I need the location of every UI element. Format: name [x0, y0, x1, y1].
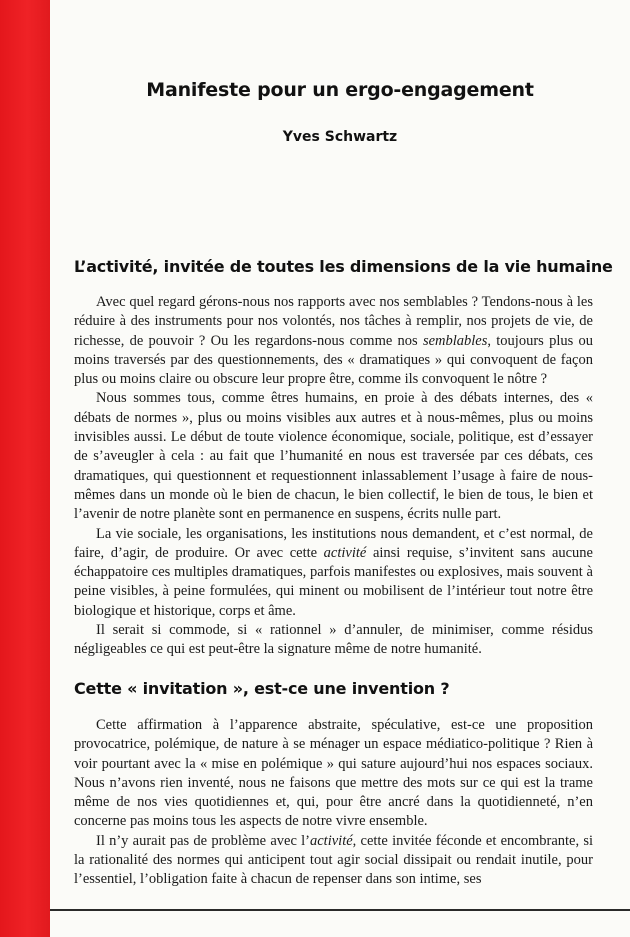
emphasized-text: semblables	[422, 332, 488, 349]
emphasized-text: activité	[323, 544, 367, 561]
text-run: ainsi requise, s’invitent sans aucune échappatoire ces multiples dramatiques, parfois manifestes ou explosives, mais souvent à peine visibles, à peine formulées, qui minent ou mobilisent de l’intérieur tout notre être biologique et historique, corps et âme.	[74, 544, 593, 619]
paragraph	[74, 621, 593, 660]
paragraph	[74, 716, 593, 832]
text-run: Il serait si commode, si « rationnel » d’annuler, de minimiser, comme résidus négligeables ce qui est peut-être la signature même de notre humanité.	[74, 622, 593, 658]
document-author: Yves Schwartz	[282, 129, 398, 145]
document-title: Manifeste pour un ergo-engagement	[146, 79, 534, 101]
text-run: , toujours plus ou moins traversés par des questionnements, des « dramatiques » qui convoquent de façon plus ou moins claire ou obscure leur propre être, comme ils convoquent le nôtre ?	[74, 332, 593, 388]
section-heading-1: L’activité, invitée de toutes les dimensions de la vie humaine	[74, 257, 613, 276]
emphasized-text: activité	[309, 832, 353, 849]
section-heading-2: Cette « invitation », est-ce une invention ?	[74, 679, 450, 698]
text-run: La vie sociale, les organisations, les institutions nous demandent, et c’est normal, de faire, d’agir, de produire. Or avec cette	[74, 525, 593, 561]
paragraph	[74, 525, 593, 621]
text-run: Cette affirmation à l’apparence abstraite, spéculative, est-ce une proposition provocatrice, polémique, de nature à se ménager un espace médiatico-politique ? Rien à voir pourtant avec la « mise en polémique » qui sature aujourd’hui nos espaces sociaux. Nous n’avons rien inventé, nous ne faisons que mettre des mots sur ce qui est la trame même de nos vies quotidiennes et, qui, pour être ancré dans la quotidienneté, n’en concerne pas moins tous les aspects de notre vivre ensemble.	[74, 717, 593, 830]
paragraph	[74, 293, 593, 389]
red-book-spine	[0, 0, 50, 937]
paragraph	[74, 389, 593, 524]
bottom-rule-divider	[50, 909, 630, 911]
text-run: Il n’y aurait pas de problème avec l’	[96, 832, 310, 849]
text-run: , cette invitée féconde et encombrante, si la rationalité des normes qui anticipent tout agir social dissipait ou rendait inutile, pour l’essentiel, l’obligation faite à chacun de repenser dans son intime, ses	[74, 832, 593, 888]
text-run: Nous sommes tous, comme êtres humains, en proie à des débats internes, des « débats de normes », plus ou moins visibles aux autres et à nous-mêmes, plus ou moins invisibles aussi. Le début de toute violence économique, sociale, politique, est d’essayer de s’aveugler à cela : au fait que l’humanité en nous est traversée par ces débats, ces dramatiques, qui questionnent et requestionnent inlassablement l’usage à faire de nous-mêmes dans un monde où le bien de chacun, le bien collectif, le bien de tous, le bien et l’avenir de notre planète sont en permanence en suspens, écrits nulle part.	[74, 390, 593, 523]
paragraph	[74, 832, 593, 890]
document-page	[50, 0, 630, 937]
text-run: Avec quel regard gérons-nous nos rapports avec nos semblables ? Tendons-nous à les réduire à des instruments pour nos volontés, nos tâches à remplir, nos projets de vie, de richesse, de pouvoir ? Ou les regardons-nous comme nos	[74, 294, 593, 349]
section-2-body	[74, 716, 593, 890]
section-1-body	[74, 293, 593, 660]
